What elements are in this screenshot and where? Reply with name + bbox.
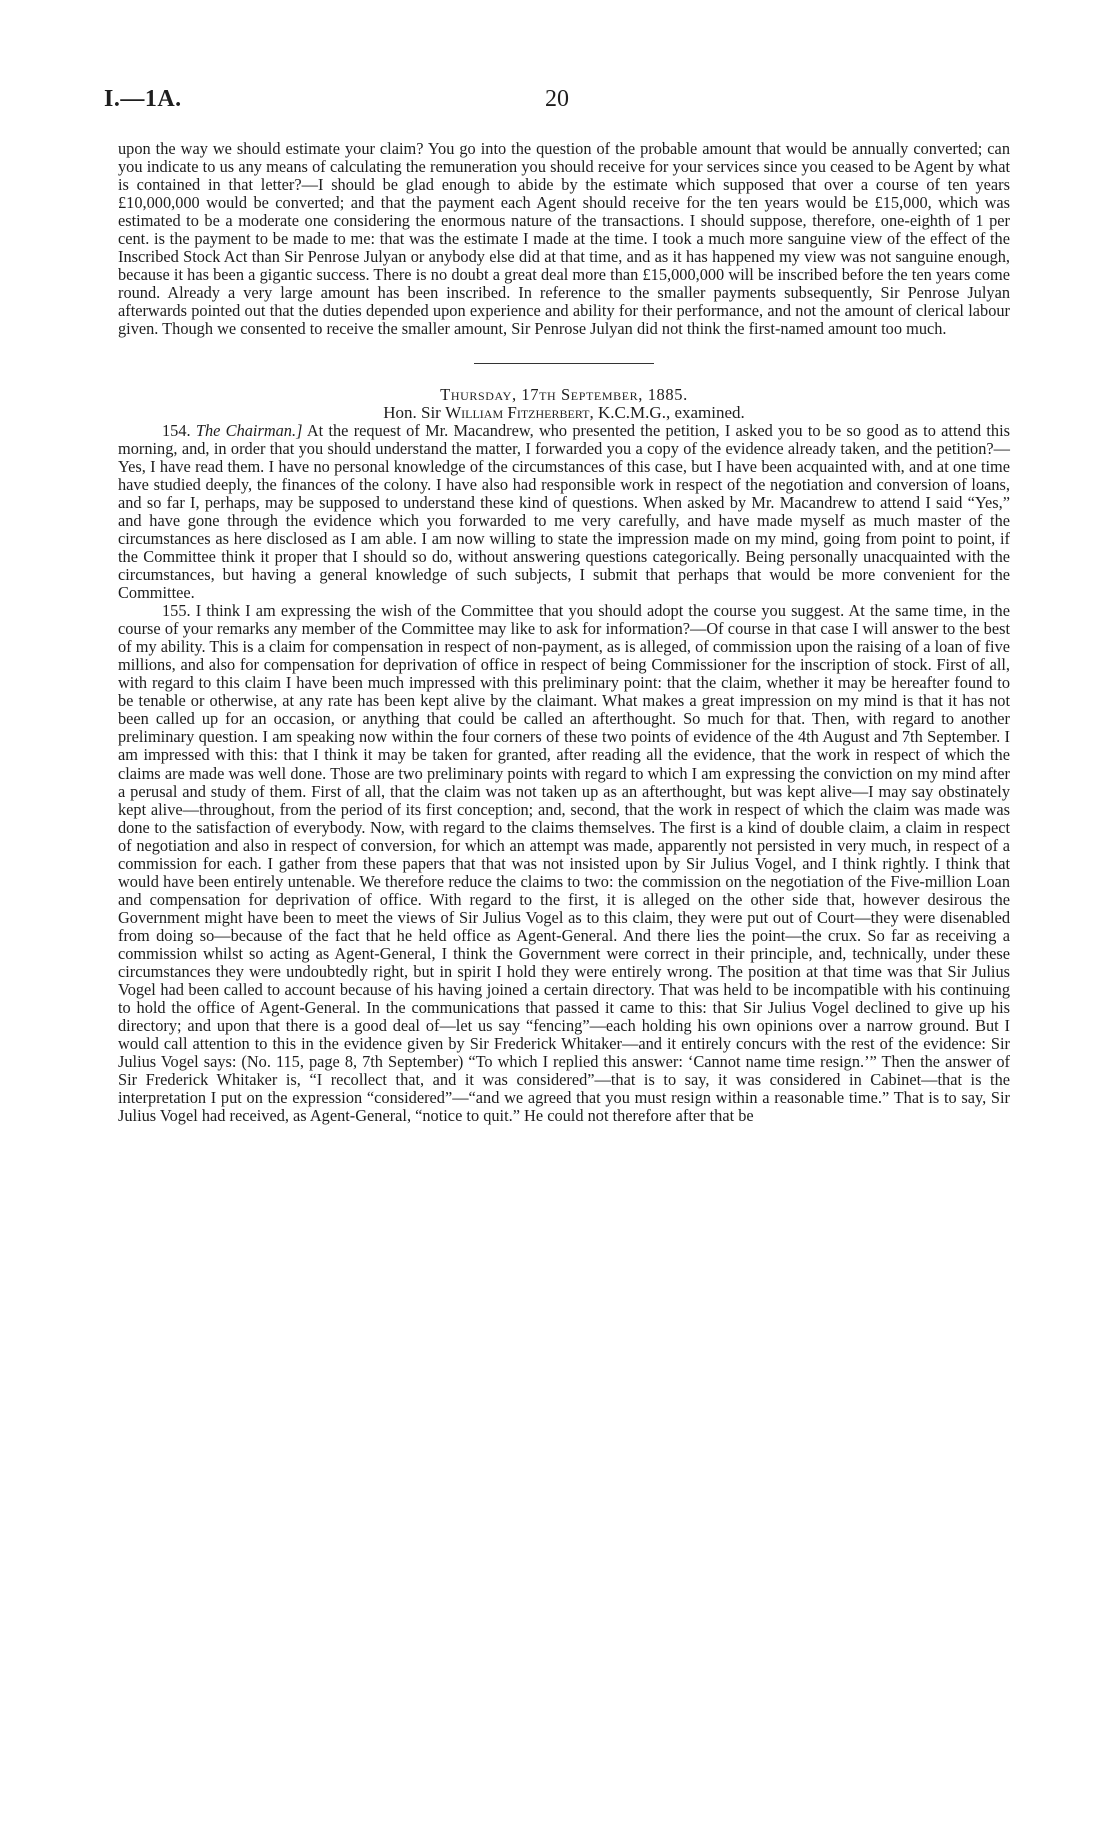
document-body — [118, 140, 1010, 1125]
page-number: 20 — [545, 86, 569, 112]
session-date: Thursday, 17th September, 1885. — [440, 384, 688, 404]
question-number: 154. — [162, 420, 191, 440]
question-number: 155. — [162, 601, 191, 621]
section-divider — [474, 363, 654, 364]
witness-suffix: , K.C.M.G., examined. — [589, 402, 745, 422]
witness-name: William Fitzherbert — [445, 402, 590, 422]
question-text: I think I am expressing the wish of the Committee that you should adopt the course you suggest. At the same time, in the course of your remarks any member of the Committee may like to ask for information?—Of course in that case I will answer to the best of my ability. This is a claim for compensation in respect of non-payment, as is alleged, of commission upon the raising of a loan of five millions, and also for compensation for deprivation of office in respect of being Commissioner for the inscription of stock. First of all, with regard to this claim I have been much impressed with this preliminary point: that the claim, whether it may be hereafter found to be tenable or otherwise, at any rate has been kept alive by the claimant. What makes a great impression on my mind is that it has not been called up for an occasion, or anything that could be called an afterthought. So much for that. Then, with regard to another preliminary question. I am speaking now within the four corners of these two points of evidence of the 4th August and 7th September. I am impressed with this: that I think it may be taken for granted, after reading all the evidence, that the work in respect of which the claims are made was well done. Those are two preliminary points with regard to which I am expressing the conviction on my mind after a perusal and study of them. First of all, that the claim was not taken up as an afterthought, but was kept alive—I may say obstinately kept alive—throughout, from the period of its first conception; and, second, that the work in respect of which the claim was made was done to the satisfaction of everybody. Now, with regard to the claims themselves. The first is a kind of double claim, a claim in respect of negotiation and also in respect of conversion, for which an attempt was made, apparently not persisted in very much, in respect of a commission for each. I gather from these papers that that was not insisted upon by Sir Julius Vogel, and I think rightly. I think that would have been entirely untenable. We therefore reduce the claims to two: the commission on the negotiation of the Five-million Loan and compensation for deprivation of office. With regard to the first, it is alleged on the other side that, however desirous the Government might have been to meet the views of Sir Julius Vogel as to this claim, they were put out of Court—they were disenabled from doing so—because of the fact that he held office as Agent-General. And there lies the point—the crux. So far as receiving a commission whilst so acting as Agent-General, I think the Government were correct in their principle, and, technically, under these circumstances they were undoubtedly right, but in spirit I hold they were entirely wrong. The position at that time was that Sir Julius Vogel had been called to account because of his having joined a certain directory. That was held to be incompatible with his continuing to hold the office of Agent-General. In the communications that passed it came to this: that Sir Julius Vogel declined to give up his directory; and upon that there is a good deal of—let us say “fencing”—each holding his own opinions over a narrow ground. But I would call attention to this in the evidence given by Sir Frederick Whitaker—and it entirely concurs with the rest of the evidence: Sir Julius Vogel says: (No. 115, page 8, 7th September) “To which I replied this answer: ‘Cannot name time resign.’” Then the answer of Sir Frederick Whitaker is, “I recollect that, and it was considered”—that is to say, it was considered in Cabinet—that is the interpretation I put on the expression “considered”—“and we agreed that you must resign within a reasonable time.” That is to say, Sir Julius Vogel had received, as Agent-General, “notice to quit.” He could not therefore after that be — [118, 601, 1010, 1126]
witness-heading — [118, 404, 1010, 422]
opening-paragraph: upon the way we should estimate your claim? You go into the question of the probable amount that would be annually converted; can you indicate to us any means of calculating the remuneration you should receive for your services since you ceased to be Agent by what is contained in that letter?—I should be glad enough to abide by the estimate which supposed that over a course of ten years £10,000,000 would be converted; and that the payment each Agent should receive for the ten years would be £15,000, which was estimated to be a moderate one considering the enormous nature of the transactions. I should suppose, therefore, one-eighth of 1 per cent. is the payment to be made to me: that was the estimate I made at the time. I took a much more sanguine view of the effect of the Inscribed Stock Act than Sir Penrose Julyan or anybody else did at that time, and as it has happened my view was not sanguine enough, because it has been a gigantic success. There is no doubt a great deal more than £15,000,000 will be inscribed before the ten years come round. Already a very large amount has been inscribed. In reference to the smaller payments subsequently, Sir Penrose Julyan afterwards pointed out that the duties depended upon experience and ability for their performance, and not the amount of clerical labour given. Though we consented to receive the smaller amount, Sir Penrose Julyan did not think the first-named amount too much. — [118, 139, 1010, 339]
document-reference: I.—1A. — [104, 86, 182, 112]
question-speaker: The Chairman.] — [195, 420, 303, 440]
witness-prefix: Hon. Sir — [383, 402, 441, 422]
question-text: At the request of Mr. Macandrew, who presented the petition, I asked you to be so good as to attend this morning, and, in order that you should understand the matter, I forwarded you a copy of the evidence already taken, and the petition?—Yes, I have read them. I have no personal knowledge of the circumstances of this case, but I have been acquainted with, and at one time have studied deeply, the finances of the colony. I have also had responsible work in respect of the negotiation and conversion of loans, and so far I, perhaps, may be supposed to understand these kind of questions. When asked by Mr. Macandrew to attend I said “Yes,” and have gone through the evidence which you forwarded to me very carefully, and have made myself as much master of the circumstances as here disclosed as I am able. I am now willing to state the impression made on my mind, going from point to point, if the Committee think it proper that I should so do, without answering questions categorically. Being personally unacquainted with the circumstances, but having a general knowledge of such subjects, I submit that perhaps that would be more convenient for the Committee. — [118, 420, 1011, 603]
question-paragraph — [118, 422, 1010, 602]
question-paragraph — [118, 602, 1010, 1125]
